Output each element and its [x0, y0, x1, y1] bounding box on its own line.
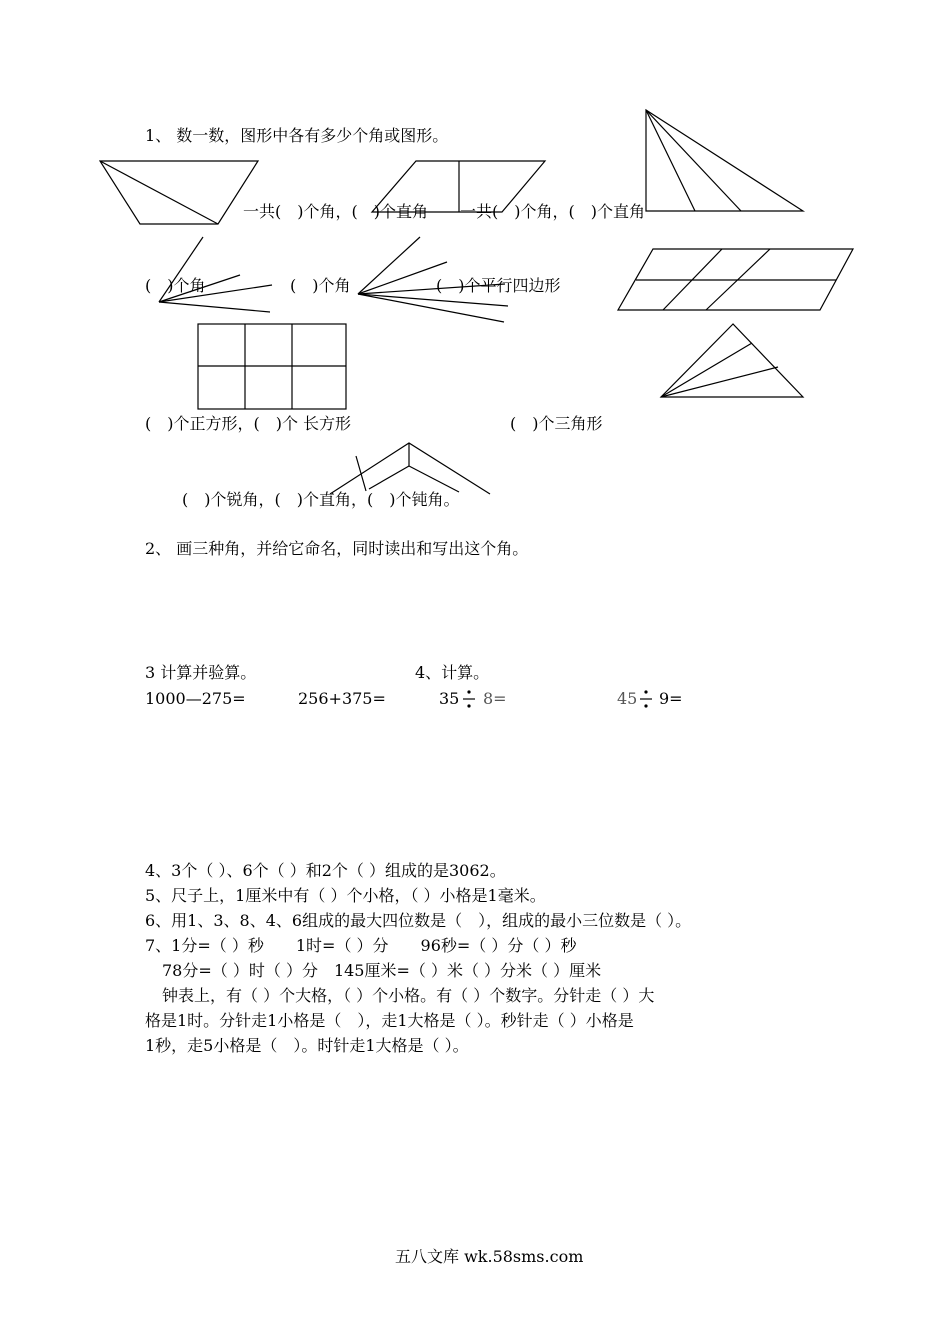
- q1-row1-text: 一共( )个角，( )个直角 一共( )个角，( )个直角: [243, 202, 645, 221]
- q1-row2-text-b: ( )个角: [290, 276, 351, 295]
- q1-row3-text-b: ( )个三角形: [510, 414, 603, 433]
- q1-title: 1、 数一数，图形中各有多少个角或图形。: [145, 126, 449, 145]
- parallelogram-grid-figure: [618, 249, 853, 310]
- division-sign-icon-1: [463, 690, 475, 707]
- q4-expr-2-b: 9=: [659, 689, 683, 708]
- fill-line-9: 钟表上，有（ ）个大格，（ ）个小格。有（ ）个数字。分针走（ ）大: [162, 986, 655, 1005]
- fill-line-10: 格是1时。分针走1小格是（ ），走1大格是（ ）。秒针走（ ）小格是: [145, 1011, 634, 1030]
- q3-title: 3 计算并验算。: [145, 663, 257, 682]
- page-footer: 五八文库 wk.58sms.com: [395, 1247, 584, 1266]
- fill-line-6: 6、用1、3、8、4、6组成的最大四位数是（ ），组成的最小三位数是（ ）。: [145, 911, 692, 930]
- triangle-lines-figure: [661, 324, 803, 397]
- q4-expr-2-a: 45: [617, 689, 638, 708]
- trapezoid-figure: [100, 161, 258, 224]
- fill-line-8: 78分=（ ）时（ ）分 145厘米=（ ）米（ ）分米（ ）厘米: [162, 961, 602, 980]
- fill-line-5: 5、尺子上，1厘米中有（ ）个小格，（ ）小格是1毫米。: [145, 886, 546, 905]
- q1-row2-text-a: ( )个角: [145, 276, 206, 295]
- q4-calc-title: 4、计算。: [415, 663, 490, 682]
- q1-row2-text-c: ( )个平行四边形: [436, 276, 561, 295]
- q1-row3-text-a: ( )个正方形，( )个 长方形: [145, 414, 352, 433]
- q2-title: 2、 画三种角，并给它命名，同时读出和写出这个角。: [145, 539, 529, 558]
- q4-expr-1-a: 35: [439, 689, 460, 708]
- fill-line-7: 7、1分=（ ）秒 1时=（ ）分 96秒=（ ）分（ ）秒: [145, 936, 577, 955]
- q4-expr-1-b: 8=: [483, 689, 507, 708]
- right-triangle-rays-figure: [646, 110, 803, 211]
- triangle-angles-figure: [330, 443, 490, 494]
- q3-expr-2: 256+375=: [298, 689, 386, 708]
- rectangle-grid-figure: [198, 324, 346, 409]
- q3-expr-1: 1000—275=: [145, 689, 246, 708]
- fill-line-11: 1秒，走5小格是（ ）。时针走1大格是（ ）。: [145, 1036, 469, 1055]
- division-sign-icon-2: [640, 690, 652, 707]
- fill-line-4: 4、3个（ ）、6个（ ）和2个（ ）组成的是3062。: [145, 861, 506, 880]
- rays-fan-figure-1: [159, 237, 272, 312]
- q1-row4-text: ( )个锐角，( )个直角，( )个钝角。: [182, 490, 460, 509]
